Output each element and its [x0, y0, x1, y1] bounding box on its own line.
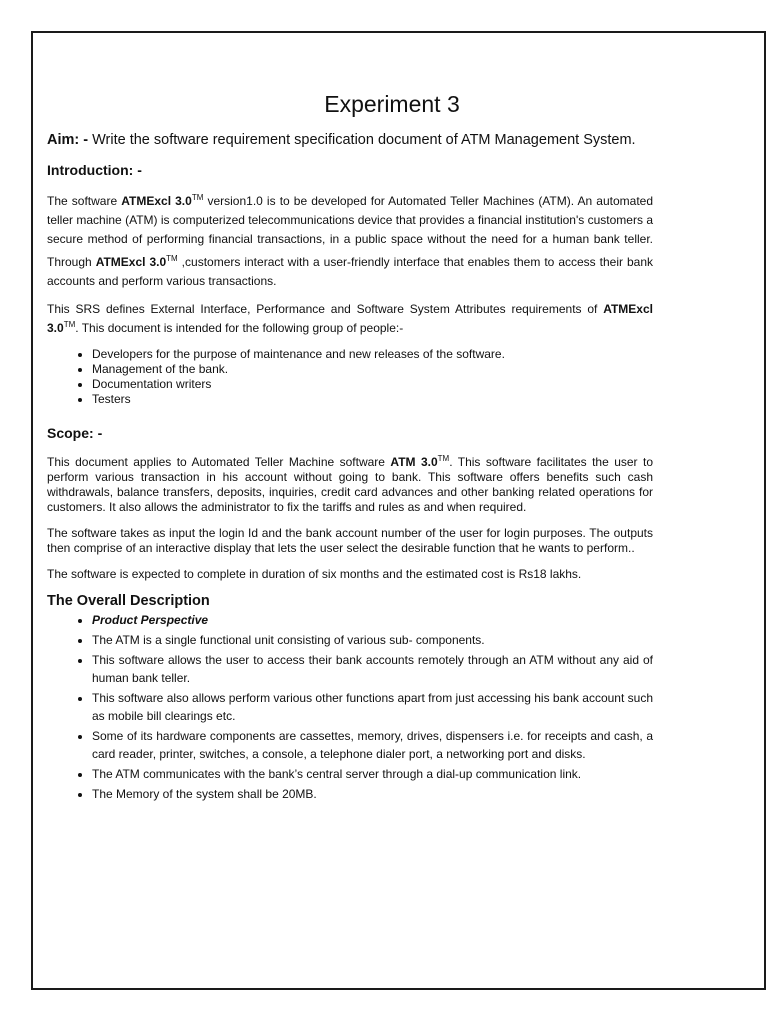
introduction-paragraph-2 [47, 302, 653, 336]
product-perspective-item: • Product Perspective [92, 611, 653, 629]
overall-description-heading: The Overall Description [47, 593, 210, 609]
intro-p1-text-b: version1.0 is to be developed for Automated Teller Machines (ATM). An automated teller machine (ATM) is computerized telecommunications device that provides a financial institution's customers a secure method of performing financial transactions, in a public space without the need for a human bank teller. Through [47, 194, 653, 269]
list-item: • Some of its hardware components are cassettes, memory, drives, dispensers i.e. for receipts and cash, a card reader, printer, switches, a console, a telephone dialer port, a networking port and disks. [92, 727, 653, 763]
scope-paragraph-1 [47, 451, 653, 515]
list-item: • Documentation writers [92, 377, 653, 392]
intro-p2-text-b: . This document is intended for the following group of people:- [75, 321, 404, 335]
document-page [31, 31, 766, 990]
aim-line [47, 132, 653, 148]
aim-text: Write the software requirement specification document of ATM Management System. [88, 132, 636, 148]
list-item: • The ATM is a single functional unit consisting of various sub- components. [92, 631, 653, 649]
product-name: ATMExcl 3.0 [121, 194, 192, 208]
document-content [47, 91, 653, 805]
list-item: • Management of the bank. [92, 362, 653, 377]
introduction-heading: Introduction: - [47, 162, 142, 178]
list-item: • This software allows the user to access their bank accounts remotely through an ATM without any aid of human bank teller. [92, 651, 653, 687]
list-item: • The Memory of the system shall be 20MB. [92, 785, 653, 803]
intro-p1-text-c: ,customers interact with a user-friendly interface that enables them to access their bank accounts and perform various transactions. [47, 255, 653, 288]
trademark: TM [63, 320, 76, 329]
scope-heading: Scope: - [47, 425, 103, 441]
introduction-paragraph-1 [47, 188, 653, 291]
scope-p1-text-b: . This software facilitates the user to perform various transaction in his account without going to bank. This software offers benefits such cash withdrawals, balance transfers, deposits, inquiries, credit card advances and other banking related operations for customers. It also allows the administrator to fix the tariffs and rules as and when required. [47, 455, 653, 514]
intro-p2-text-a: This SRS defines External Interface, Performance and Software System Attributes requirements of [47, 302, 604, 316]
scope-p1-text-a: This document applies to Automated Teller Machine software [47, 455, 391, 469]
trademark: TM [437, 454, 450, 463]
list-item: • The ATM communicates with the bank’s central server through a dial-up communication link. [92, 765, 653, 783]
aim-label: Aim: - [47, 132, 89, 148]
scope-product-name: ATM 3.0 [390, 455, 438, 469]
audience-list [47, 347, 653, 407]
list-item: • Developers for the purpose of maintenance and new releases of the software. [92, 347, 653, 362]
list-item: • Testers [92, 392, 653, 407]
trademark: TM [191, 193, 204, 202]
list-item: • This software also allows perform various other functions apart from just accessing his bank account such as mobile bill clearings etc. [92, 689, 653, 725]
scope-paragraph-3: The software is expected to complete in duration of six months and the estimated cost is Rs18 lakhs. [47, 567, 582, 581]
intro-p1-text-a: The software [47, 194, 122, 208]
overall-description-list [47, 611, 653, 803]
product-name: ATMExcl 3.0 [95, 255, 167, 269]
trademark: TM [166, 254, 178, 263]
product-name: ATMExcl 3.0 [47, 302, 653, 335]
scope-paragraph-2: The software takes as input the login Id and the bank account number of the user for login purposes. The outputs then comprise of an interactive display that lets the user select the desirable function that he wants to perform.. [47, 526, 653, 555]
page-title: Experiment 3 [324, 91, 460, 117]
